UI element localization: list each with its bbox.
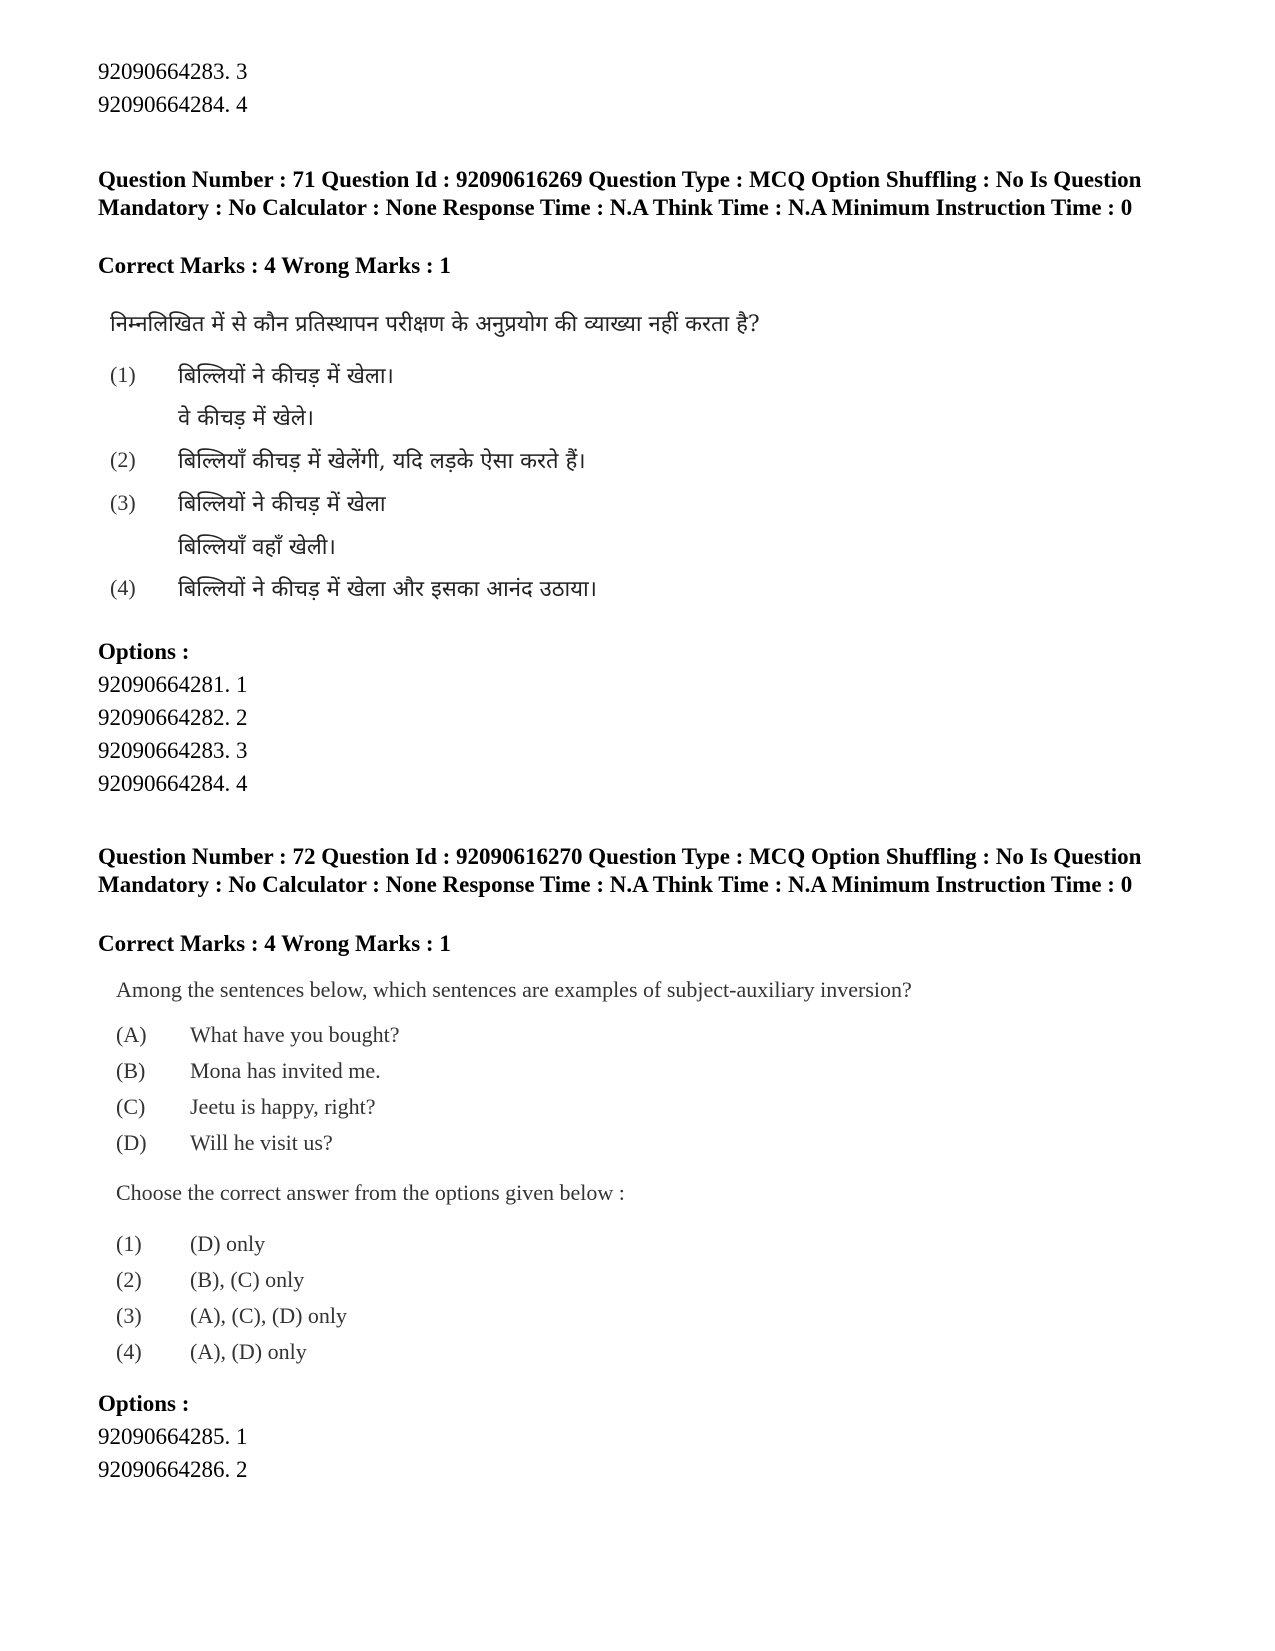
choice-number: (3) (110, 490, 136, 515)
option-line: 92090664286. 2 (98, 1457, 248, 1482)
question-71-header: Question Number : 71 Question Id : 92090616269 Question Type : MCQ Option Shuffling : No Is Question Mandatory : No Calculator : None Response Time : N.A Think Time : N.A Minimum Instruction Time : 0 (98, 167, 1142, 220)
choice-text: (A), (D) only (190, 1339, 307, 1364)
option-line: 92090664284. 4 (98, 771, 248, 796)
option-line: 92090664281. 1 (98, 672, 248, 697)
statement-text: Will he visit us? (190, 1130, 333, 1155)
statement-letter: (B) (116, 1058, 146, 1083)
statement-text: What have you bought? (190, 1022, 400, 1047)
option-line: 92090664284. 4 (98, 92, 248, 117)
instruction-text: Choose the correct answer from the options given below : (116, 1180, 625, 1205)
choice-text: बिल्लियों ने कीचड़ में खेला (178, 492, 386, 517)
choice-number: (3) (116, 1303, 142, 1328)
statement-text: Jeetu is happy, right? (190, 1094, 376, 1119)
statement-letter: (C) (116, 1094, 146, 1119)
question-72-header: Question Number : 72 Question Id : 92090616270 Question Type : MCQ Option Shuffling : No Is Question Mandatory : No Calculator : None Response Time : N.A Think Time : N.A Minimum Instruction Time : 0 (98, 844, 1142, 897)
option-line: 92090664283. 3 (98, 738, 248, 763)
choice-number: (4) (110, 575, 136, 600)
choice-number: (2) (116, 1267, 142, 1292)
choice-number: (1) (116, 1231, 142, 1256)
statement-letter: (D) (116, 1130, 147, 1155)
options-label: Options : (98, 639, 190, 664)
question-72-text: Among the sentences below, which sentences are examples of subject-auxiliary inversion? (116, 977, 912, 1002)
choice-text: बिल्लियाँ कीचड़ में खेलेंगी, यदि लड़के ऐसा करते हैं। (178, 449, 586, 474)
choice-number: (4) (116, 1339, 142, 1364)
choice-text: वे कीचड़ में खेले। (178, 406, 314, 431)
statement-letter: (A) (116, 1022, 147, 1047)
options-label: Options : (98, 1391, 190, 1416)
choice-number: (1) (110, 362, 136, 387)
choice-text: (D) only (190, 1231, 266, 1256)
choice-text: (A), (C), (D) only (190, 1303, 348, 1328)
option-line: 92090664283. 3 (98, 59, 248, 84)
statement-text: Mona has invited me. (190, 1058, 381, 1083)
choice-text: (B), (C) only (190, 1267, 305, 1292)
question-71-text: निम्नलिखित में से कौन प्रतिस्थापन परीक्षण के अनुप्रयोग की व्याख्या नहीं करता है? (110, 312, 760, 337)
question-72-marks: Correct Marks : 4 Wrong Marks : 1 (98, 931, 451, 956)
choice-text: बिल्लियों ने कीचड़ में खेला और इसका आनंद उठाया। (178, 577, 597, 602)
option-line: 92090664285. 1 (98, 1424, 248, 1449)
option-line: 92090664282. 2 (98, 705, 248, 730)
choice-text: बिल्लियाँ वहाँ खेली। (178, 535, 336, 560)
choice-number: (2) (110, 447, 136, 472)
question-71-marks: Correct Marks : 4 Wrong Marks : 1 (98, 253, 451, 278)
choice-text: बिल्लियों ने कीचड़ में खेला। (178, 364, 394, 389)
